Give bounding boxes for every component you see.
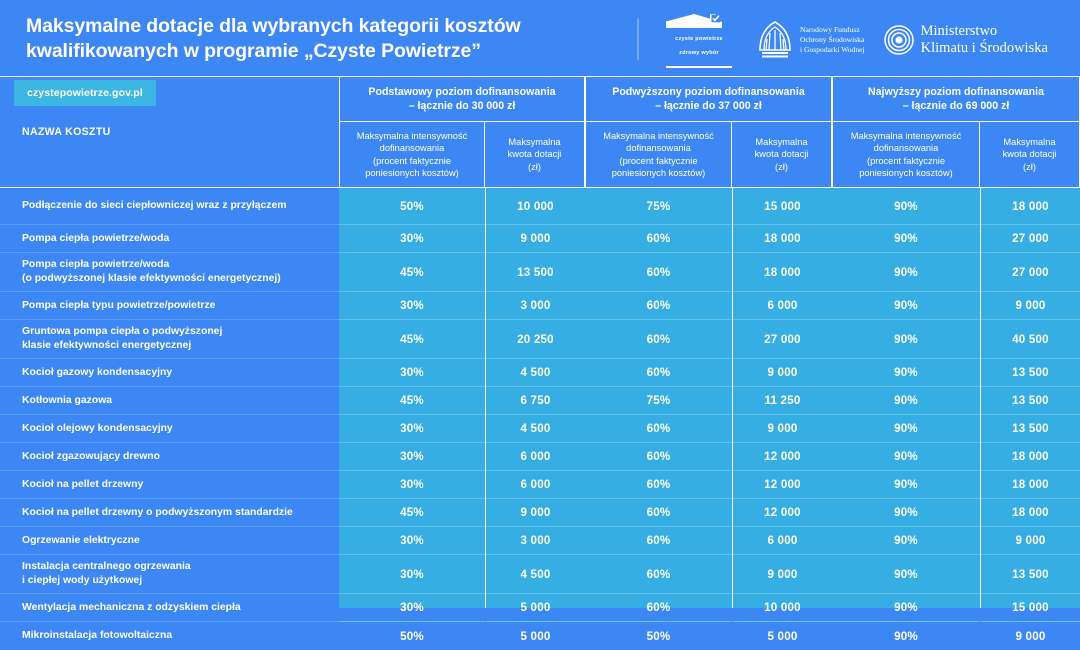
table-cell: 75% — [585, 188, 732, 225]
ministry-line2: Klimatu i Środowiska — [920, 40, 1048, 56]
table-cell: 50% — [339, 188, 485, 225]
table-cell: 20 250 — [486, 320, 585, 359]
table-row-label: Wentylacja mechaniczna z odzyskiem ciepła — [0, 594, 339, 622]
table-cell: 6 750 — [486, 387, 585, 415]
table-cell: 90% — [832, 527, 980, 555]
table-cell: 9 000 — [1015, 629, 1046, 643]
table-cell: 30% — [339, 359, 485, 387]
table-cell: 15 000 — [733, 188, 832, 225]
table-row-label: Gruntowa pompa ciepła o podwyższonej klasie efektywności energetycznej — [0, 320, 339, 359]
table-cell: 60% — [585, 253, 732, 292]
table-cell: 90% — [832, 387, 980, 415]
data-column-0-0 — [339, 188, 485, 643]
table-cell: 12 000 — [733, 471, 832, 499]
nfosigw-logo — [756, 20, 865, 60]
data-column-2-0 — [832, 188, 980, 643]
nfosigw-line2: Ochrony Środowiska — [800, 35, 865, 44]
czyste-powietrze-line2: zdrowy wybór — [679, 50, 719, 56]
table-cell: 60% — [585, 225, 732, 253]
table-cell: 60% — [585, 527, 732, 555]
table-cell: 75% — [585, 387, 732, 415]
czyste-powietrze-line1: czyste powietrze — [675, 35, 723, 42]
table-row-label: Ogrzewanie elektryczne — [0, 527, 339, 555]
table-cell: 90% — [832, 594, 980, 622]
table-cell: 50% — [646, 629, 671, 643]
website-badge[interactable]: czystepowietrze.gov.pl — [14, 80, 156, 106]
table-cell: 90% — [832, 555, 980, 594]
table-row-label: Kocioł na pellet drzewny o podwyższonym standardzie — [0, 499, 339, 527]
table-cell: 45% — [339, 387, 485, 415]
table-cell: 60% — [585, 594, 732, 622]
table-cell: 18 000 — [981, 499, 1080, 527]
table-cell: 90% — [832, 188, 980, 225]
data-column-1-1 — [732, 188, 832, 643]
logo-rule — [666, 66, 732, 68]
table-cell: 15 000 — [981, 594, 1080, 622]
table-cell: 30% — [339, 527, 485, 555]
table-cell: 90% — [832, 359, 980, 387]
table-cell: 4 500 — [486, 555, 585, 594]
table-cell: 90% — [832, 471, 980, 499]
table-cell: 30% — [339, 225, 485, 253]
table-cell: 27 000 — [733, 320, 832, 359]
table-cell: 6 000 — [733, 527, 832, 555]
data-group-basic — [339, 188, 585, 643]
subheader-amount-2: Maksymalna kwota dotacji (zł) — [980, 122, 1080, 188]
table-cell: 90% — [832, 443, 980, 471]
table-cell: 90% — [832, 415, 980, 443]
cost-name-column — [0, 188, 339, 641]
table-cell: 60% — [585, 471, 732, 499]
table-cell: 60% — [585, 415, 732, 443]
table-row-label: Pompa ciepła powietrze/woda — [0, 225, 339, 253]
ministry-emblem-icon — [883, 23, 915, 57]
table-cell: 30% — [339, 415, 485, 443]
table-row-label: Pompa ciepła typu powietrze/powietrze — [0, 292, 339, 320]
ministry-logo — [883, 23, 1048, 57]
table-cell: 9 000 — [733, 415, 832, 443]
table-row-label: Kotłownia gazowa — [0, 387, 339, 415]
table-cell: 3 000 — [486, 292, 585, 320]
table-cell: 27 000 — [981, 253, 1080, 292]
subheader-intensity-1: Maksymalna intensywność dofinansowania (procent faktycznie poniesionych kosztów) — [585, 122, 732, 188]
table-cell: 90% — [832, 225, 980, 253]
table-cell: 13 500 — [981, 555, 1080, 594]
table-cell: 60% — [585, 292, 732, 320]
table-cell: 30% — [339, 555, 485, 594]
data-column-1-0 — [585, 188, 732, 643]
table-cell: 18 000 — [981, 188, 1080, 225]
table-cell: 60% — [585, 555, 732, 594]
table-cell: 9 000 — [981, 527, 1080, 555]
table-cell: 12 000 — [733, 443, 832, 471]
subheader-intensity-2: Maksymalna intensywność dofinansowania (procent faktycznie poniesionych kosztów) — [832, 122, 980, 188]
table-cell: 60% — [585, 320, 732, 359]
header-divider — [637, 18, 639, 60]
nfosigw-text — [800, 25, 865, 55]
table-row-label: Kocioł na pellet drzewny — [0, 471, 339, 499]
table-cell: 10 000 — [486, 188, 585, 225]
nfosigw-line3: i Gospodarki Wodnej — [800, 45, 865, 54]
table-cell: 18 000 — [981, 471, 1080, 499]
table-cell: 90% — [832, 292, 980, 320]
subheader-intensity-0: Maksymalna intensywność dofinansowania (procent faktycznie poniesionych kosztów) — [339, 122, 485, 188]
table-cell: 5 000 — [767, 629, 798, 643]
table-cell: 27 000 — [981, 225, 1080, 253]
ministry-line1: Ministerstwo — [920, 23, 998, 39]
table-cell: 9 000 — [733, 359, 832, 387]
table-row-label: Kocioł gazowy kondensacyjny — [0, 359, 339, 387]
name-column-header: NAZWA KOSZTU — [0, 76, 339, 188]
house-icon — [664, 13, 734, 29]
table-cell: 90% — [832, 320, 980, 359]
table-cell: 6 000 — [733, 292, 832, 320]
table-cell: 30% — [339, 443, 485, 471]
table-cell: 13 500 — [486, 253, 585, 292]
grants-table — [0, 76, 1080, 643]
table-row-label: Kocioł zgazowujący drewno — [0, 443, 339, 471]
table-body — [0, 188, 1080, 643]
nfosigw-emblem-icon — [756, 20, 794, 60]
table-cell: 5 000 — [520, 629, 551, 643]
czyste-powietrze-logo — [660, 13, 738, 68]
table-cell: 9 000 — [733, 555, 832, 594]
table-row-label: Instalacja centralnego ogrzewania i ciepłej wody użytkowej — [0, 555, 339, 594]
group-header-1: Podwyższony poziom dofinansowania – łącznie do 37 000 zł — [585, 76, 832, 122]
table-cell: 60% — [585, 359, 732, 387]
table-cell: 12 000 — [733, 499, 832, 527]
subheader-amount-1: Maksymalna kwota dotacji (zł) — [732, 122, 832, 188]
ministry-text — [921, 23, 1048, 57]
table-cell: 18 000 — [981, 443, 1080, 471]
table-cell: 40 500 — [981, 320, 1080, 359]
table-cell: 60% — [585, 499, 732, 527]
table-cell: 90% — [894, 629, 918, 643]
nfosigw-line1: Narodowy Fundusz — [800, 25, 860, 34]
logo-group — [660, 18, 1048, 62]
data-group-increased — [585, 188, 832, 643]
table-cell: 45% — [339, 499, 485, 527]
table-cell: 45% — [339, 253, 485, 292]
table-cell: 30% — [339, 594, 485, 622]
group-header-2: Najwyższy poziom dofinansowania – łącznie do 69 000 zł — [832, 76, 1080, 122]
table-cell: 9 000 — [981, 292, 1080, 320]
group-header-0: Podstawowy poziom dofinansowania – łącznie do 30 000 zł — [339, 76, 585, 122]
table-cell: 3 000 — [486, 527, 585, 555]
table-cell: 90% — [832, 253, 980, 292]
table-row-label: Kocioł olejowy kondensacyjny — [0, 415, 339, 443]
table-cell: 18 000 — [733, 253, 832, 292]
header-banner — [0, 0, 1080, 76]
data-group-highest — [832, 188, 1080, 643]
table-cell: 4 500 — [486, 415, 585, 443]
data-column-2-1 — [980, 188, 1080, 643]
table-cell: 13 500 — [981, 359, 1080, 387]
table-cell: 13 500 — [981, 387, 1080, 415]
table-cell: 18 000 — [733, 225, 832, 253]
table-cell: 6 000 — [486, 443, 585, 471]
table-cell: 30% — [339, 471, 485, 499]
table-cell: 13 500 — [981, 415, 1080, 443]
table-cell: 50% — [400, 629, 424, 643]
table-cell: 11 250 — [733, 387, 832, 415]
table-cell: 10 000 — [733, 594, 832, 622]
table-cell: 5 000 — [486, 594, 585, 622]
table-row-label: Pompa ciepła powietrze/woda (o podwyższonej klasie efektywności energetycznej) — [0, 253, 339, 292]
page-title: Maksymalne dotacje dla wybranych kategorii kosztów kwalifikowanych w programie „Czyste Powietrze” — [26, 15, 521, 62]
table-row-label: Mikroinstalacja fotowoltaiczna — [22, 630, 173, 641]
table-cell: 30% — [339, 292, 485, 320]
subheader-amount-0: Maksymalna kwota dotacji (zł) — [485, 122, 585, 188]
table-cell: 45% — [339, 320, 485, 359]
table-cell: 90% — [832, 499, 980, 527]
table-cell: 6 000 — [486, 471, 585, 499]
table-row-label: Podłączenie do sieci ciepłowniczej wraz z przyłączem — [0, 188, 339, 225]
table-cell: 60% — [585, 443, 732, 471]
data-column-0-1 — [485, 188, 585, 643]
table-cell: 4 500 — [486, 359, 585, 387]
table-cell: 9 000 — [486, 499, 585, 527]
table-cell: 9 000 — [486, 225, 585, 253]
